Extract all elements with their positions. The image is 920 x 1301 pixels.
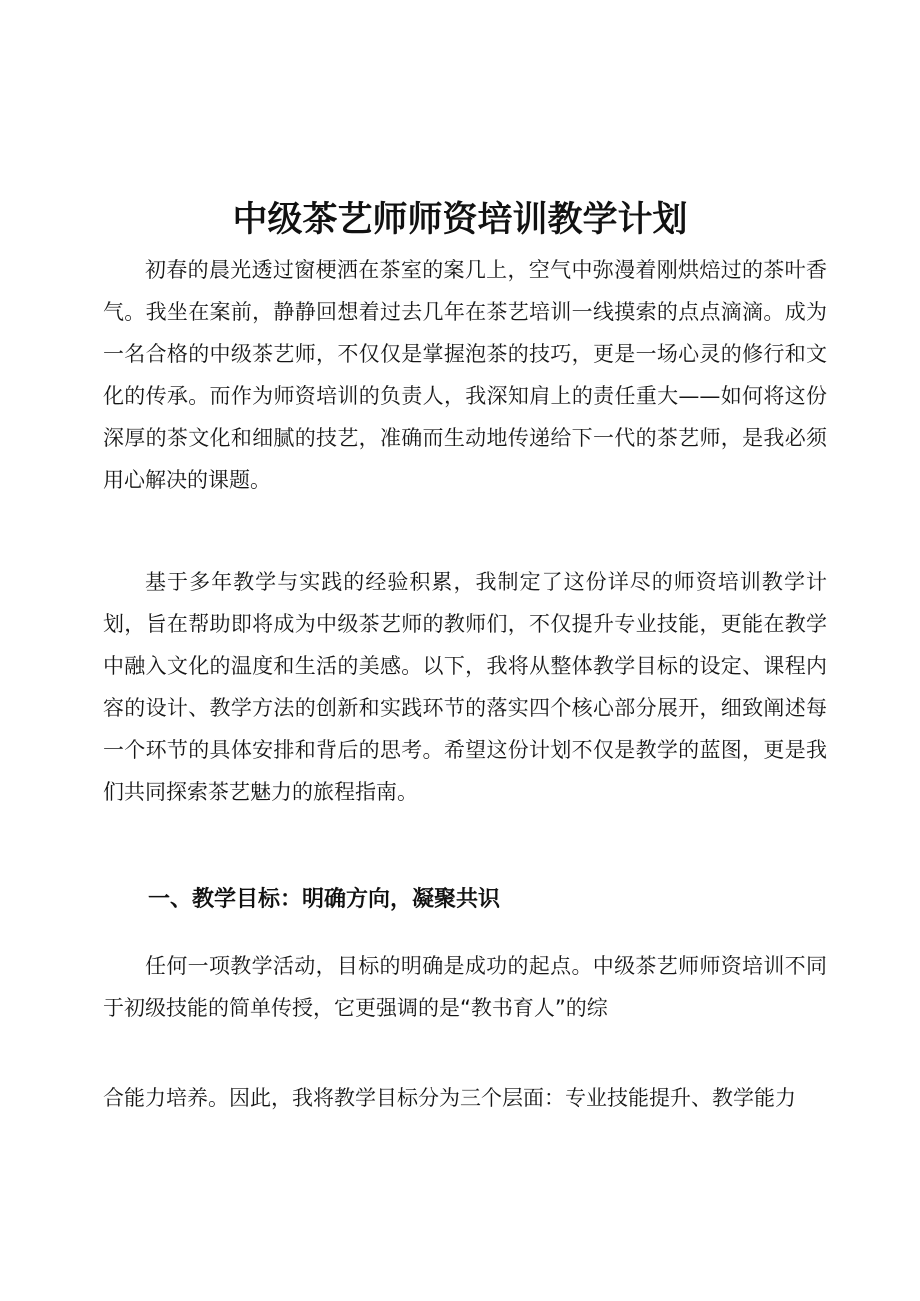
intro-paragraph: 初春的晨光透过窗梗洒在茶室的案几上，空气中弥漫着刚烘焙过的茶叶香气。我坐在案前，静静回想着过去几年在茶艺培训一线摸索的点点滴滴。成为一名合格的中级茶艺师，不仅仅是掌握泡茶的技巧，更是一场心灵的修行和文化的传承。而作为师资培训的负责人，我深知肩上的责任重大——如何将这份深厚的茶文化和细腻的技艺，准确而生动地传递给下一代的茶艺师，是我必须用心解决的课题。 bbox=[103, 258, 827, 492]
teaching-goals-continuation: 合能力培养。因此，我将教学目标分为三个层面：专业技能提升、教学能力 bbox=[103, 1086, 796, 1110]
teaching-goals-paragraph: 任何一项教学活动，目标的明确是成功的起点。中级茶艺师师资培训不同于初级技能的简单传授，它更强调的是“教书育人”的综 bbox=[103, 954, 827, 1020]
document-title: 中级茶艺师师资培训教学计划 bbox=[232, 200, 688, 241]
plan-overview-paragraph: 基于多年教学与实践的经验积累，我制定了这份详尽的师资培训教学计划，旨在帮助即将成为中级茶艺师的教师们，不仅提升专业技能，更能在教学中融入文化的温度和生活的美感。以下，我将从整体教学目标的设定、课程内容的设计、教学方法的创新和实践环节的落实四个核心部分展开，细致阐述每一个环节的具体安排和背后的思考。希望这份计划不仅是教学的蓝图，更是我们共同探索茶艺魅力的旅程指南。 bbox=[103, 570, 827, 804]
section-heading-teaching-goals: 一、教学目标：明确方向，凝聚共识 bbox=[148, 887, 501, 912]
